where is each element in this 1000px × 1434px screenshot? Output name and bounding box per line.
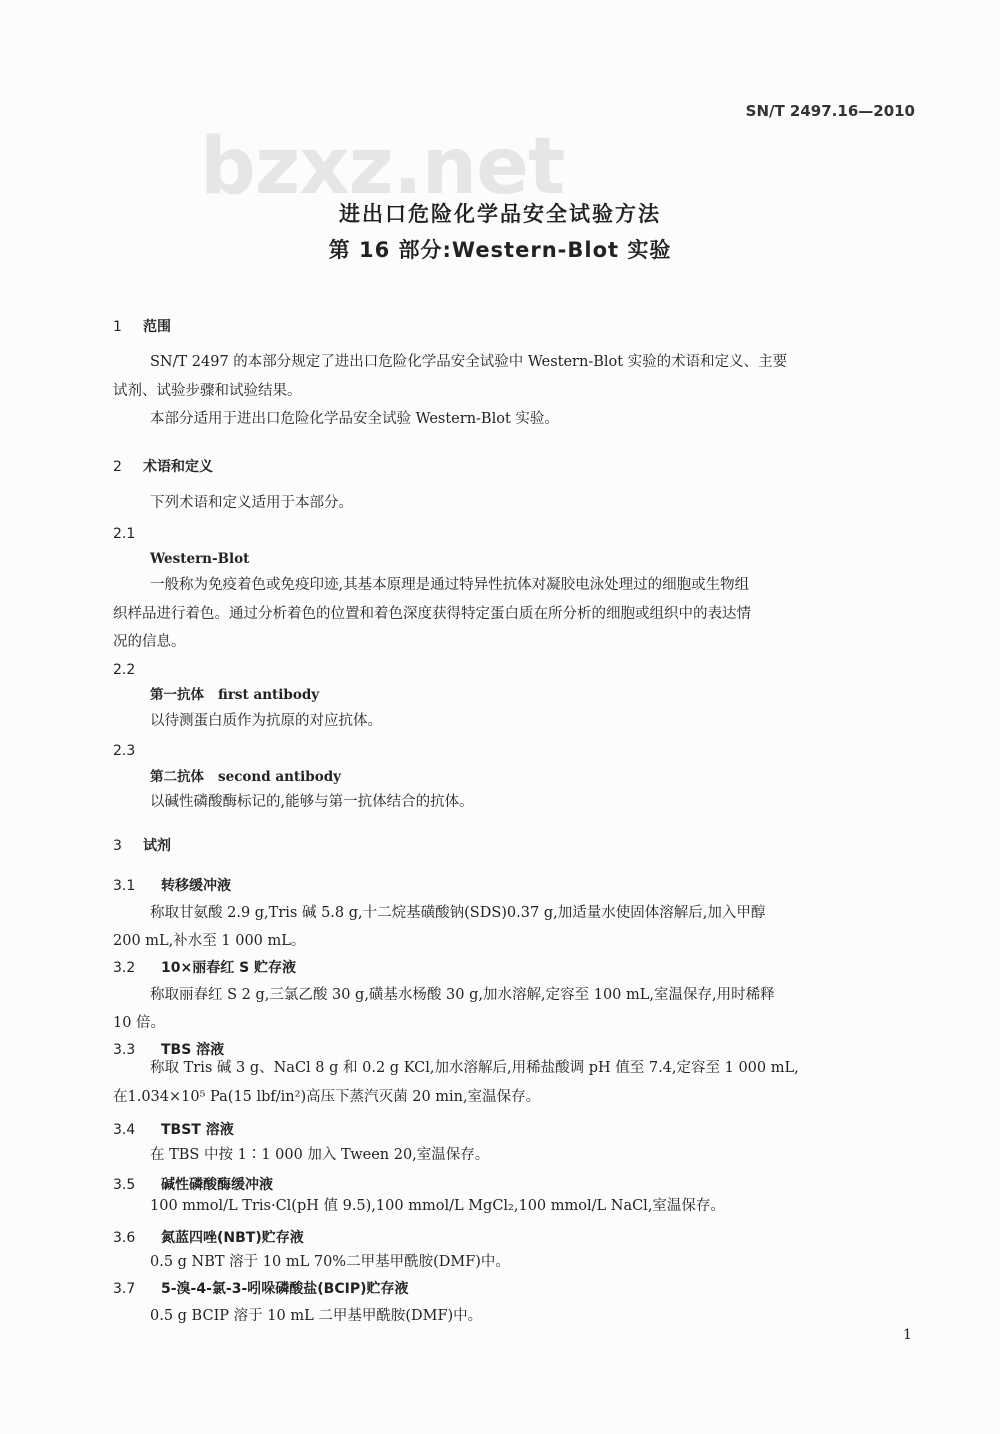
subsection-heading	[113, 1120, 234, 1140]
term-en: second antibody	[218, 769, 342, 785]
clause-number: 2.2	[113, 662, 136, 678]
subsection-number: 3.2	[113, 960, 136, 976]
paragraph: 称取 Tris 碱 3 g、NaCl 8 g 和 0.2 g KCl,加水溶解后,用稀盐酸调 pH 值至 7.4,定容至 1 000 mL,	[150, 1060, 799, 1076]
subsection-title: TBST 溶液	[161, 1122, 234, 1138]
paragraph: 下列术语和定义适用于本部分。	[150, 495, 353, 511]
clause-number: 2.3	[113, 743, 136, 759]
paragraph: 本部分适用于进出口危险化学品安全试验 Western-Blot 实验。	[150, 411, 559, 427]
section-number: 3	[113, 838, 122, 854]
paragraph-cont: 10 倍。	[113, 1015, 166, 1031]
section-heading-3	[113, 836, 171, 856]
subsection-title: 氮蓝四唑(NBT)贮存液	[161, 1230, 304, 1246]
subsection-heading	[113, 1228, 304, 1248]
term	[150, 685, 319, 705]
section-title: 术语和定义	[143, 459, 213, 475]
subsection-title: 5-溴-4-氯-3-吲哚磷酸盐(BCIP)贮存液	[161, 1281, 409, 1297]
paragraph-cont: 200 mL,补水至 1 000 mL。	[113, 933, 306, 949]
paragraph: 100 mmol/L Tris·Cl(pH 值 9.5),100 mmol/L MgCl₂,100 mmol/L NaCl,室温保存。	[150, 1198, 725, 1214]
subsection-number: 3.4	[113, 1122, 136, 1138]
document-title: 进出口危险化学品安全试验方法	[339, 202, 661, 226]
section-heading-1	[113, 317, 171, 337]
section-number: 2	[113, 459, 122, 475]
term	[150, 767, 341, 787]
section-number: 1	[113, 319, 122, 335]
term-cn: 第一抗体	[150, 687, 204, 703]
document-subtitle: 第 16 部分:Western-Blot 实验	[328, 238, 672, 262]
page-number: 1	[903, 1327, 912, 1343]
paragraph: 0.5 g NBT 溶于 10 mL 70%二甲基甲酰胺(DMF)中。	[150, 1254, 510, 1270]
subsection-title: 转移缓冲液	[161, 878, 231, 894]
standard-id: SN/T 2497.16—2010	[745, 102, 915, 120]
subsection-heading	[113, 1279, 409, 1299]
term-en	[150, 549, 249, 569]
section-title: 试剂	[143, 838, 171, 854]
paragraph: 在 TBS 中按 1∶1 000 加入 Tween 20,室温保存。	[150, 1147, 490, 1163]
paragraph: SN/T 2497 的本部分规定了进出口危险化学品安全试验中 Western-Blot 实验的术语和定义、主要	[150, 354, 788, 370]
subsection-number: 3.3	[113, 1042, 136, 1058]
term: Western-Blot	[150, 551, 250, 567]
subsection-number: 3.6	[113, 1230, 136, 1246]
subsection-heading	[113, 1175, 273, 1195]
subsection-heading	[113, 876, 231, 896]
definition-cont: 况的信息。	[113, 634, 186, 650]
section-title: 范围	[143, 319, 171, 335]
paragraph-cont: 试剂、试验步骤和试验结果。	[113, 383, 302, 399]
section-heading-2	[113, 457, 213, 477]
subsection-number: 3.7	[113, 1281, 136, 1297]
subsection-title: 10×丽春红 S 贮存液	[161, 960, 297, 976]
definition: 以碱性磷酸酶标记的,能够与第一抗体结合的抗体。	[150, 794, 474, 810]
subsection-heading	[113, 958, 296, 978]
term-en: first antibody	[218, 687, 320, 703]
clause-number: 2.1	[113, 526, 136, 542]
definition-cont: 织样品进行着色。通过分析着色的位置和着色深度获得特定蛋白质在所分析的细胞或组织中的表达情	[113, 606, 751, 622]
subsection-heading	[113, 1040, 224, 1060]
paragraph-cont: 在1.034×10⁵ Pa(15 lbf/in²)高压下蒸汽灭菌 20 min,室温保存。	[113, 1089, 541, 1105]
definition: 以待测蛋白质作为抗原的对应抗体。	[150, 713, 382, 729]
subsection-title: TBS 溶液	[161, 1042, 225, 1058]
watermark: bzxz.net	[200, 122, 565, 212]
paragraph: 称取甘氨酸 2.9 g,Tris 碱 5.8 g,十二烷基磺酸钠(SDS)0.37 g,加适量水使固体溶解后,加入甲醇	[150, 905, 766, 921]
term-cn: 第二抗体	[150, 769, 204, 785]
subsection-number: 3.5	[113, 1177, 136, 1193]
subsection-number: 3.1	[113, 878, 136, 894]
subsection-title: 碱性磷酸酶缓冲液	[161, 1177, 273, 1193]
paragraph: 0.5 g BCIP 溶于 10 mL 二甲基甲酰胺(DMF)中。	[150, 1308, 483, 1324]
definition: 一般称为免疫着色或免疫印迹,其基本原理是通过特异性抗体对凝胶电泳处理过的细胞或生物组	[150, 577, 750, 593]
paragraph: 称取丽春红 S 2 g,三氯乙酸 30 g,磺基水杨酸 30 g,加水溶解,定容至 100 mL,室温保存,用时稀释	[150, 987, 775, 1003]
